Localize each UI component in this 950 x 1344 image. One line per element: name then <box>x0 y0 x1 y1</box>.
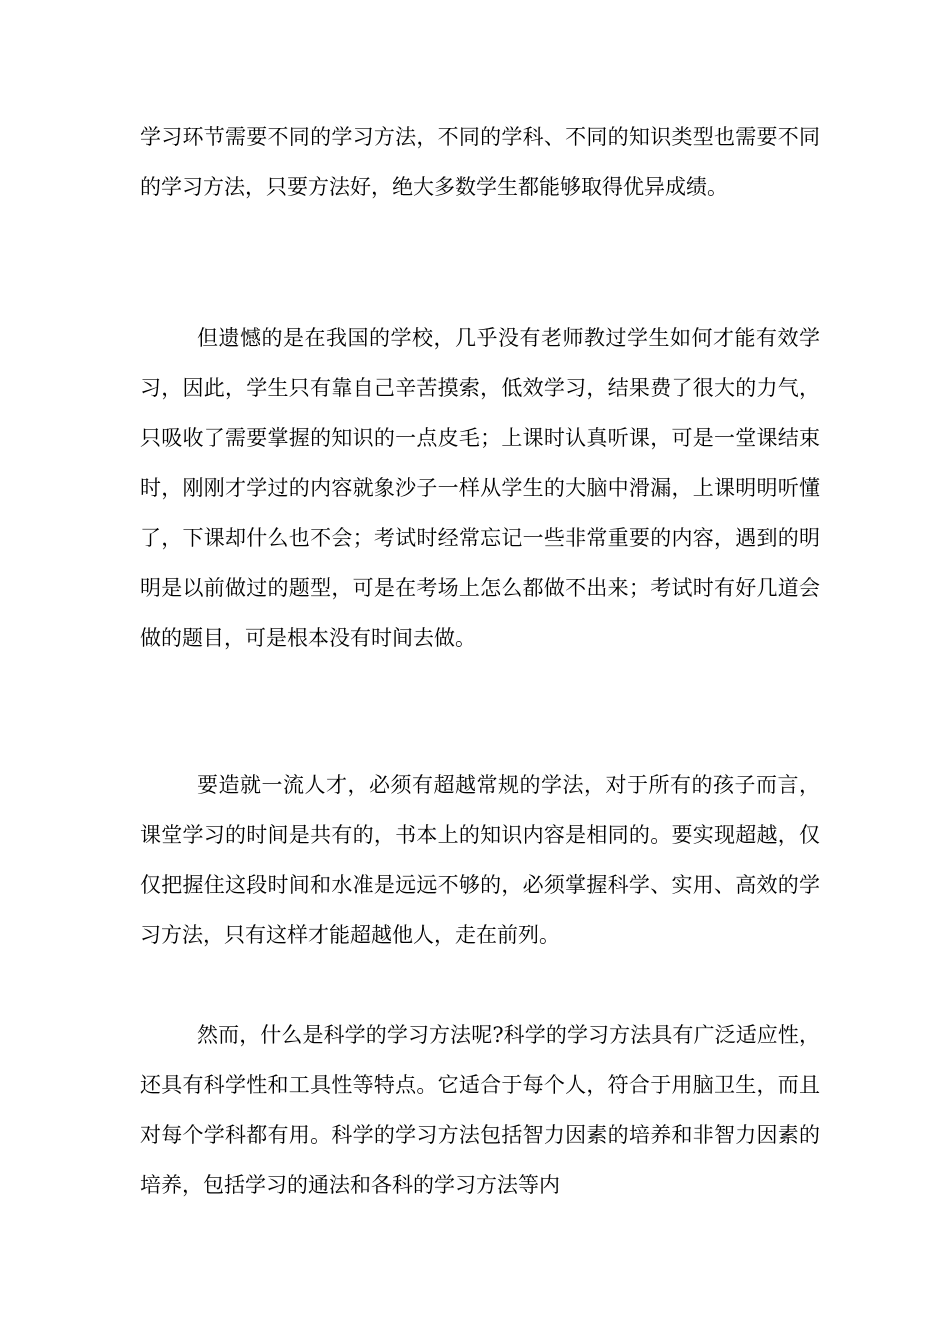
paragraph-2: 但遗憾的是在我国的学校，几乎没有老师教过学生如何才能有效学习，因此，学生只有靠自己辛苦摸索，低效学习，结果费了很大的力气，只吸收了需要掌握的知识的一点皮毛；上课时认真听课，可是一堂课结束时，刚刚才学过的内容就象沙子一样从学生的大脑中滑漏，上课明明听懂了，下课却什么也不会；考试时经常忘记一些非常重要的内容，遇到的明明是以前做过的题型，可是在考场上怎么都做不出来；考试时有好几道会做的题目，可是根本没有时间去做。 <box>140 326 820 650</box>
paragraph-3: 要造就一流人才，必须有超越常规的学法，对于所有的孩子而言，课堂学习的时间是共有的，书本上的知识内容是相同的。要实现超越，仅仅把握住这段时间和水准是远远不够的，必须掌握科学、实用、高效的学习方法，只有这样才能超越他人，走在前列。 <box>140 773 820 947</box>
paragraph-1: 学习环节需要不同的学习方法，不同的学科、不同的知识类型也需要不同的学习方法，只要方法好，绝大多数学生都能够取得优异成绩。 <box>140 125 820 199</box>
paragraph-4: 然而，什么是科学的学习方法呢?科学的学习方法具有广泛适应性，还具有科学性和工具性等特点。它适合于每个人，符合于用脑卫生，而且对每个学科都有用。科学的学习方法包括智力因素的培养和非智力因素的培养，包括学习的通法和各科的学习方法等内 <box>140 1023 820 1197</box>
